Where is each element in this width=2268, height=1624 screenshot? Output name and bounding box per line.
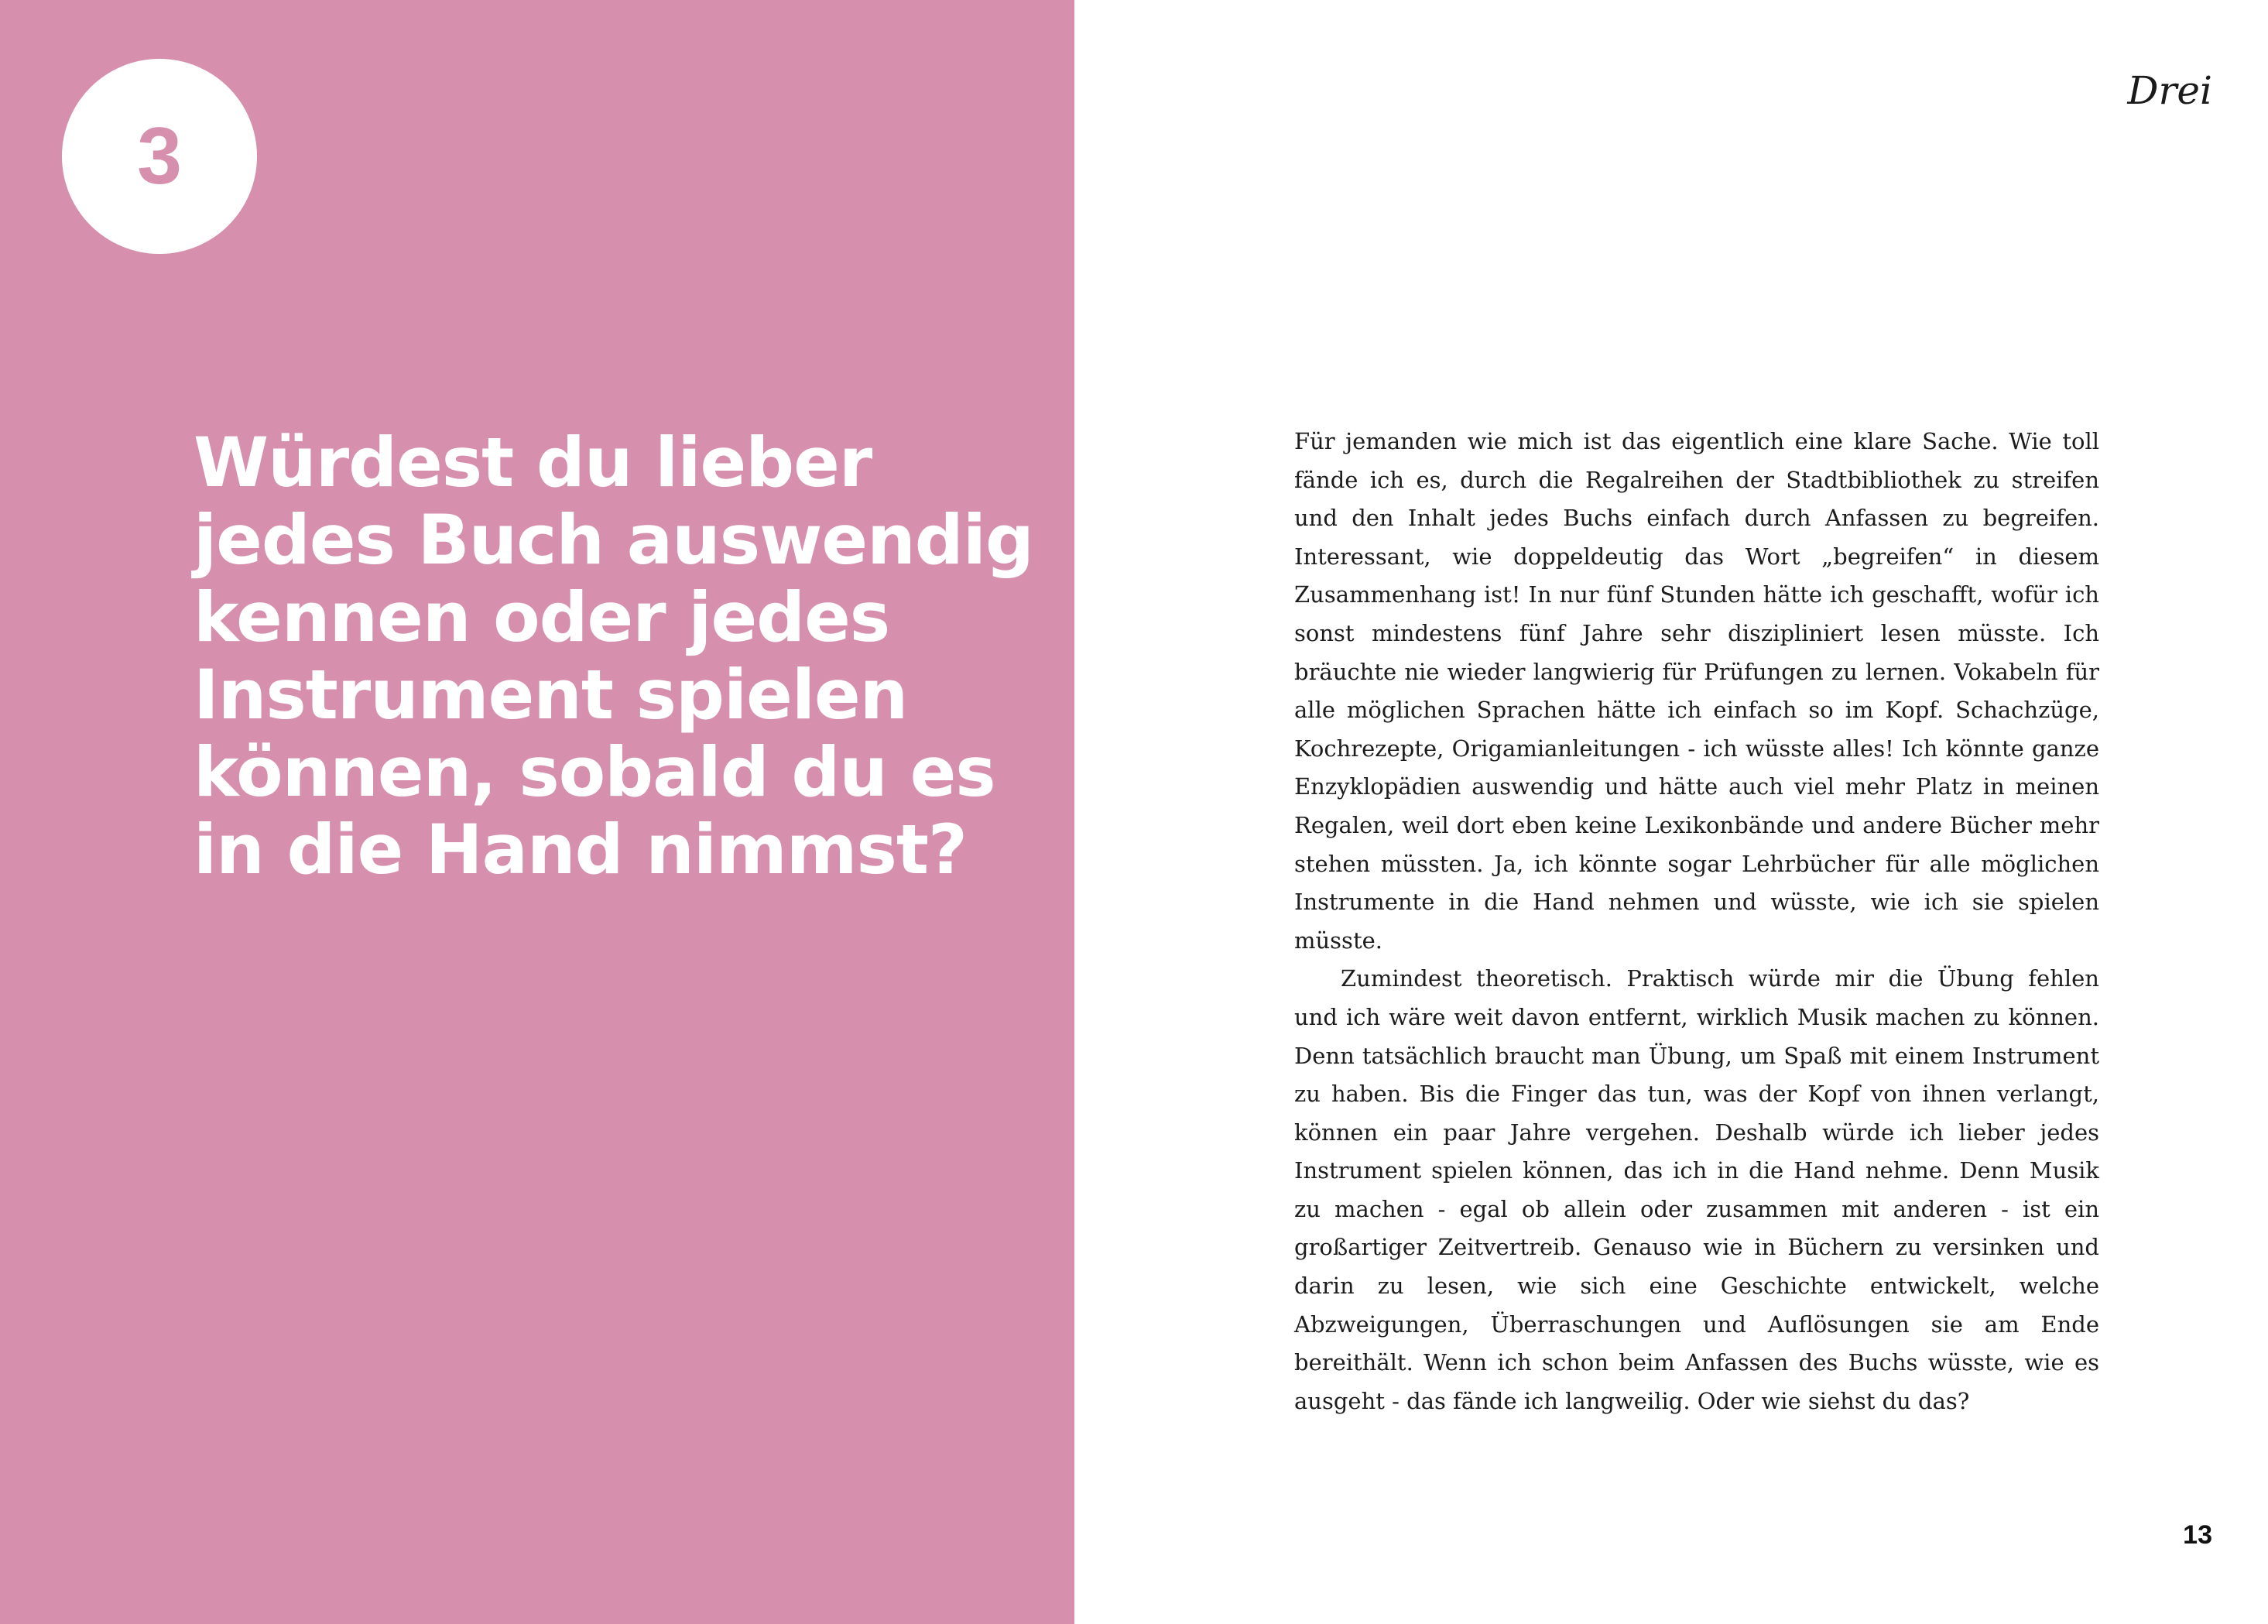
chapter-question-heading	[194, 424, 1060, 889]
question-line: Instrument spielen	[194, 655, 908, 735]
left-page	[0, 0, 1074, 1624]
question-line: kennen oder jedes	[194, 577, 890, 657]
running-head: Drei	[2127, 68, 2212, 113]
page-number: 13	[2183, 1520, 2212, 1550]
body-text	[1294, 423, 2099, 1420]
question-line: Würdest du lieber	[194, 423, 872, 502]
body-paragraph: Für jemanden wie mich ist das eigentlich eine klare Sache. Wie toll fände ich es, durch die Regalreihen der Stadtbibliothek zu streifen und den Inhalt jedes Buchs einfach durch Anfassen zu begreifen. Interessant, wie doppeldeutig das Wort „begreifen“ in diesem Zusammenhang ist! In nur fünf Stunden hätte ich geschafft, wofür ich sonst mindestens fünf Jahre sehr diszipliniert lesen müsste. Ich bräuchte nie wieder langwierig für Prüfungen zu lernen. Vokabeln für alle möglichen Sprachen hätte ich einfach so im Kopf. Schachzüge, Kochrezepte, Origamianleitungen - ich wüsste alles! Ich könnte ganze Enzyklopädien auswendig und hätte auch viel mehr Platz in meinen Regalen, weil dort eben keine Lexikonbände und andere Bücher mehr stehen müssten. Ja, ich könnte sogar Lehrbücher für alle möglichen Instrumente in die Hand nehmen und wüsste, wie ich sie spielen müsste.	[1294, 428, 2099, 954]
question-line: jedes Buch auswendig	[194, 500, 1033, 580]
chapter-number-badge	[62, 59, 257, 254]
body-paragraph: Zumindest theoretisch. Praktisch würde mir die Übung fehlen und ich wäre weit davon entfernt, wirklich Musik machen zu können. Denn tatsächlich braucht man Übung, um Spaß mit einem Instrument zu haben. Bis die Finger das tun, was der Kopf von ihnen verlangt, können ein paar Jahre vergehen. Deshalb würde ich lieber jedes Instrument spielen können, das ich in die Hand nehme. Denn Musik zu machen - egal ob allein oder zusammen mit anderen - ist ein großartiger Zeitvertreib. Genauso wie in Büchern zu versinken und darin zu lesen, wie sich eine Geschichte entwickelt, welche Abzweigungen, Überraschungen und Auflösungen sie am Ende bereithält. Wenn ich schon beim Anfassen des Buchs wüsste, wie es ausgeht - das fände ich langweilig. Oder wie siehst du das?	[1294, 965, 2099, 1414]
chapter-number: 3	[137, 111, 182, 201]
question-line: können, sobald du es	[194, 732, 995, 812]
question-line: in die Hand nimmst?	[194, 810, 967, 889]
